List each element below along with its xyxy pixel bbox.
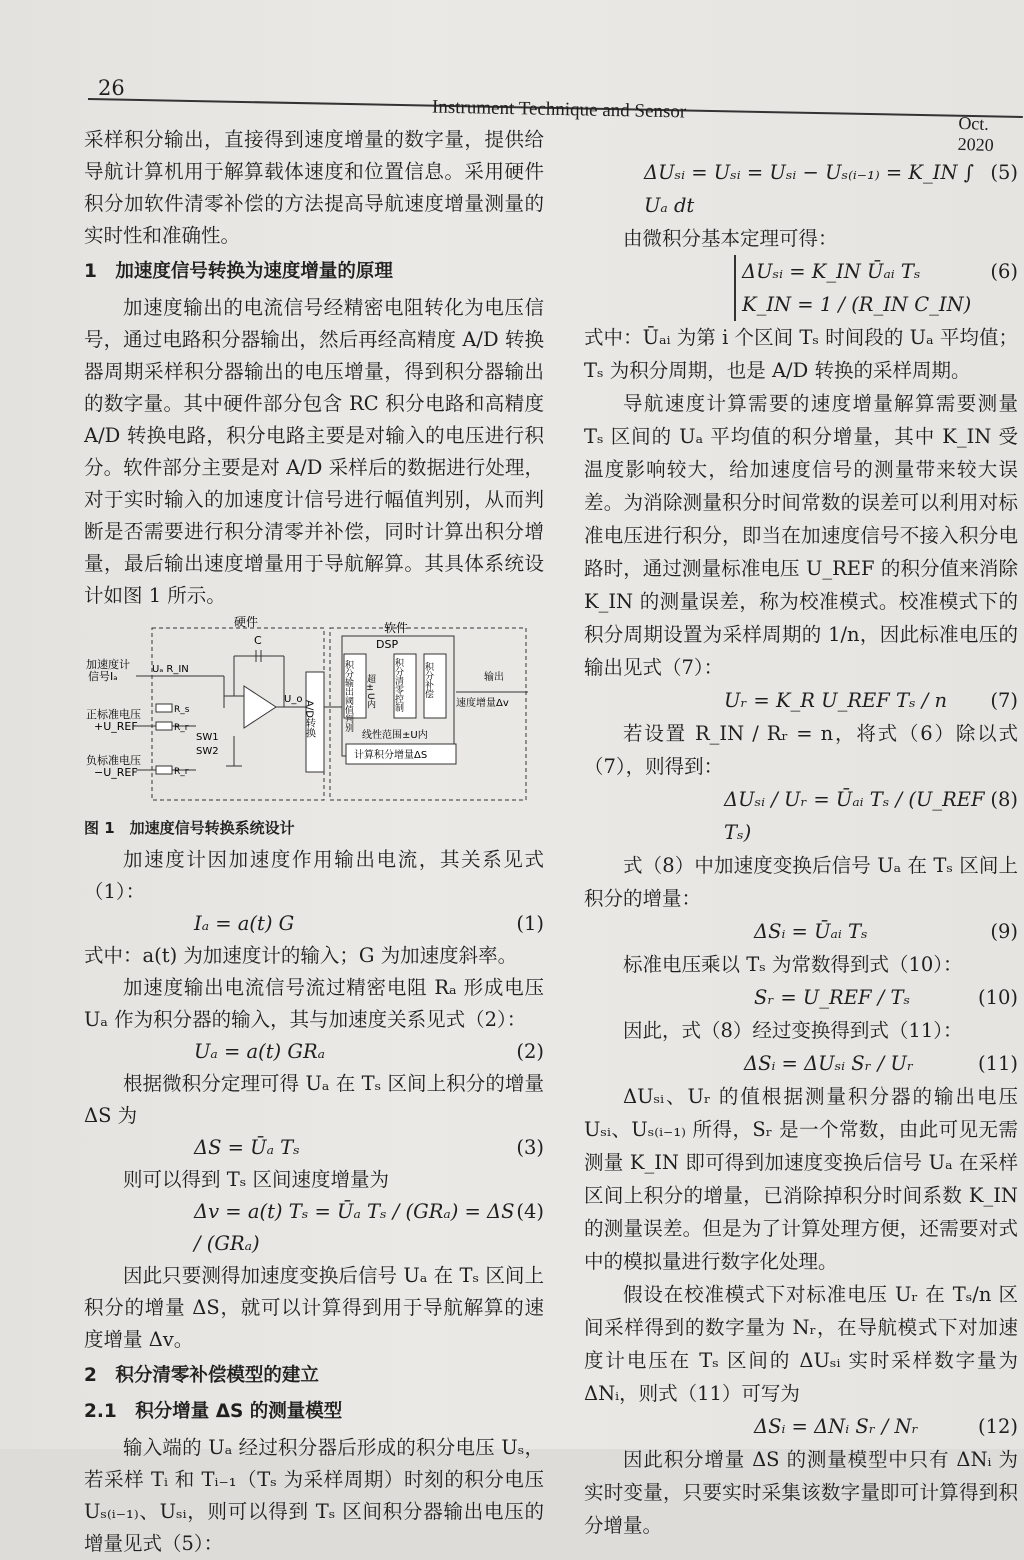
input-accel-label: 加速度计	[86, 658, 130, 671]
paragraph: 采样积分输出，直接得到速度增量的数字量，提供给导航计算机用于解算载体速度和位置信息。采用硬件积分加软件清零补偿的方法提高导航速度增量测量的实时性和准确性。	[84, 128, 544, 247]
equation: Uₐ = a(t) GRₐ	[194, 1040, 325, 1063]
equation-4	[84, 1196, 544, 1260]
paragraph: 加速度输出电流信号流过精密电阻 Rₐ 形成电压 Uₐ 作为积分器的输入，其与加速度关系见式（2）：	[84, 976, 544, 1031]
over-range-label: 超±U内	[365, 674, 375, 709]
equation-12	[584, 1410, 1018, 1443]
issue-date: Oct. 2020	[957, 112, 994, 156]
paragraph: 因此，式（8）经过变换得到式（11）：	[623, 1019, 963, 1042]
paragraph: 则可以得到 Tₛ 区间速度增量为	[123, 1168, 389, 1191]
right-column	[584, 156, 1018, 1542]
equation-8	[584, 783, 1018, 849]
equation-9	[584, 915, 1018, 948]
clear-control-block: 积分清零控制	[393, 658, 403, 712]
input-neg-ref: 负标准电压	[86, 754, 141, 767]
dsp-label: DSP	[376, 638, 399, 651]
equation-number: (1)	[516, 912, 544, 935]
hardware-label: 硬件	[234, 616, 259, 629]
figure-caption: 图 1 加速度信号转换系统设计	[84, 819, 295, 837]
paragraph: 加速度计因加速度作用输出电流，其关系见式（1）：	[84, 848, 544, 903]
software-label: 软件	[384, 621, 409, 635]
equation-number: (12)	[977, 1415, 1018, 1438]
paragraph: 标准电压乘以 Tₛ 为常数得到式（10）：	[623, 953, 963, 976]
equation-number: (3)	[516, 1136, 544, 1159]
equation-number: (7)	[990, 689, 1018, 712]
equation: Uᵣ = K_R U_REF Tₛ / n	[724, 689, 948, 712]
paragraph: 式中：a(t) 为加速度计的输入；G 为加速度斜率。	[84, 944, 518, 967]
equation-1	[84, 908, 544, 940]
paragraph: 因此只要测得加速度变换后信号 Uₐ 在 Tₛ 区间上积分的增量 ΔS，就可以计算得到用于导航解算的速度增量 Δv。	[84, 1264, 544, 1351]
uo-label: U_o	[284, 694, 303, 705]
paragraph: 加速度输出的电流信号经精密电阻转化为电压信号，通过电路积分器输出，然后再经高精度 A/D 转换器周期采样积分器输出的电压增量，得到积分器输出的数字量。其中硬件部分包含 RC 积分电路和高精度 A/D 转换电路，积分电路主要是对输入的电压进行积分。软件部分主要是对 A/D 采样后的数据进行处理，对于实时输入的加速度计信号进行幅值判别，从而判断是否需要进行积分清零并补偿，同时计算出积分增量，最后输出速度增量用于导航解算。其具体系统设计如图 1 所示。	[84, 296, 544, 607]
equation: Iₐ = a(t) G	[194, 912, 295, 935]
equation: Δv = a(t) Tₛ = Ūₐ Tₛ / (GRₐ) = ΔS / (GRₐ)	[194, 1200, 515, 1255]
equation-3	[84, 1132, 544, 1164]
paragraph: 式中：Ūₐᵢ 为第 i 个区间 Tₛ 时间段的 Uₐ 平均值；Tₛ 为积分周期，也是 A/D 转换的采样周期。	[584, 326, 1018, 382]
equation-number: (4)	[516, 1200, 544, 1223]
paragraph: 输入端的 Uₐ 经过积分器后形成的积分电压 Uₛ，若采样 Tᵢ 和 Tᵢ₋₁（Tₛ 为采样周期）时刻的积分电压 Uₛ₍ᵢ₋₁₎、Uₛᵢ，则可以得到 Tₛ 区间积分器输出电压的增量见式（5）：	[84, 1436, 544, 1555]
section-heading: 2 积分清零补偿模型的建立	[84, 1365, 319, 1386]
integrator-opamp	[244, 686, 276, 728]
equation-number: (5)	[990, 161, 1018, 184]
equation-11	[584, 1047, 1018, 1080]
equation-10	[584, 981, 1018, 1014]
sw1-label: SW1	[196, 732, 219, 743]
rr-label-2: R_r	[174, 767, 189, 777]
paragraph: 由微积分基本定理可得：	[623, 227, 838, 250]
input-pos-ref-sub: +U_REF	[94, 720, 138, 733]
equation: ΔSᵢ = ΔUₛᵢ Sᵣ / Uᵣ	[744, 1052, 914, 1075]
journal-title: Instrument Technique and Sensor	[431, 96, 687, 123]
equation: Sᵣ = U_REF / Tₛ	[754, 986, 911, 1009]
equation-number: (10)	[977, 986, 1018, 1009]
paragraph: 若设置 R_IN / Rᵣ = n，将式（6）除以式（7），则得到：	[584, 722, 1018, 778]
equation-6	[584, 255, 1018, 321]
linear-range-label: 线性范围±U内	[362, 730, 428, 741]
compensation-block: 积分补偿	[423, 662, 433, 698]
equation: ΔUₛᵢ = K_IN Ūₐᵢ Tₛ	[742, 260, 921, 283]
equation-number: (6)	[990, 260, 1018, 283]
paragraph: ΔUₛᵢ、Uᵣ 的值根据测量积分器的输出电压 Uₛᵢ、Uₛ₍ᵢ₋₁₎ 所得，Sᵣ 是一个常数，由此可见无需测量 K_IN 即可得到加速度变换后信号 Uₐ 在采样区间上积分的增量，已消除掉积分时间系数 K_IN 的测量误差。但是为了计算处理方便，还需要对式中的模拟量进行数字化处理。	[584, 1085, 1018, 1273]
calc-label: 计算积分增量ΔS	[354, 750, 428, 761]
capacitor-label: C	[254, 634, 262, 647]
equation-7	[584, 684, 1018, 717]
equation: ΔUₛᵢ / Uᵣ = Ūₐᵢ Tₛ / (U_REF Tₛ)	[724, 788, 985, 844]
output-label: 输出	[484, 672, 504, 683]
paragraph: 式（8）中加速度变换后信号 Uₐ 在 Tₛ 区间上积分的增量：	[584, 854, 1018, 910]
output-sub: 速度增量Δv	[456, 698, 509, 709]
section-heading: 1 加速度信号转换为速度增量的原理	[84, 261, 393, 282]
equation-5	[584, 156, 1018, 222]
equation-number: (8)	[990, 788, 1018, 811]
input-neg-ref-sub: −U_REF	[94, 766, 138, 779]
equation: K_IN = 1 / (R_IN C_IN)	[742, 293, 972, 316]
equation-number: (11)	[977, 1052, 1018, 1075]
input-accel-sub: 信号Iₐ	[88, 670, 118, 683]
equation: ΔUₛᵢ = Uₛᵢ = Uₛᵢ − Uₛ₍ᵢ₋₁₎ = K_IN ∫ Uₐ dt	[644, 161, 974, 217]
paragraph: 导航速度计算需要的速度增量解算需要测量 Tₛ 区间的 Uₐ 平均值的积分增量，其中 K_IN 受温度影响较大，给加速度信号的测量带来较大误差。为消除测量积分时间常数的误差可以利用对标准电压进行积分，即当在加速度信号不接入积分电路时，通过测量标准电压 U_REF 的积分值来消除 K_IN 的测量误差，称为校准模式。校准模式下的积分周期设置为采样周期的 1/n，因此标准电压的输出见式（7）：	[584, 392, 1018, 679]
equation-2	[84, 1036, 544, 1068]
equation: ΔSᵢ = Ūₐᵢ Tₛ	[754, 920, 868, 943]
rin-label: Uₐ R_IN	[152, 664, 189, 675]
system-diagram	[84, 616, 544, 802]
page-number: 26	[98, 76, 125, 100]
equation: ΔSᵢ = ΔNᵢ Sᵣ / Nᵣ	[754, 1415, 919, 1438]
ad-label: A/D转换	[303, 700, 315, 738]
equation-number: (9)	[990, 920, 1018, 943]
left-column	[84, 124, 544, 1560]
rr-label: R_r	[174, 723, 189, 733]
threshold-block: 积分输出阈值判别	[343, 660, 353, 732]
equation: ΔS = Ūₐ Tₛ	[194, 1136, 300, 1159]
paragraph: 假设在校准模式下对标准电压 Uᵣ 在 Tₛ/n 区间采样得到的数字量为 Nᵣ，在导航模式下对加速度计电压在 Tₛ 区间的 ΔUₛᵢ 实时采样数字量为 ΔNᵢ，则式（11）可写为	[584, 1283, 1018, 1405]
paragraph: 根据微积分定理可得 Uₐ 在 Tₛ 区间上积分的增量 ΔS 为	[84, 1072, 544, 1127]
sw2-label: SW2	[196, 746, 219, 757]
rs-label: R_s	[174, 705, 190, 715]
input-pos-ref: 正标准电压	[86, 708, 141, 721]
subsection-heading: 2.1 积分增量 ΔS 的测量模型	[84, 1401, 343, 1422]
equation-number: (2)	[516, 1040, 544, 1063]
paragraph: 因此积分增量 ΔS 的测量模型中只有 ΔNᵢ 为实时变量，只要实时采集该数字量即可计算得到积分增量。	[584, 1448, 1018, 1537]
